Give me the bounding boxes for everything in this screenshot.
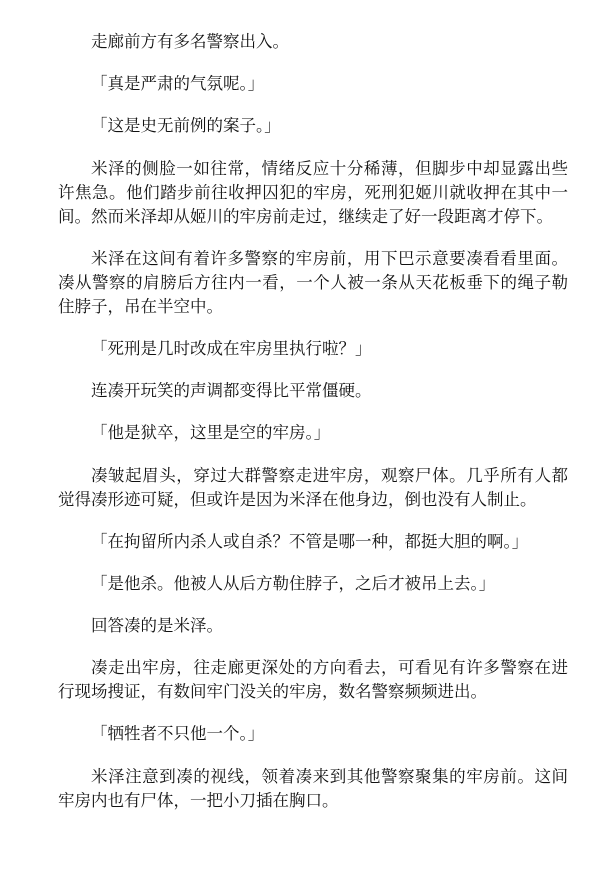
paragraph: 米泽注意到凑的视线，领着凑来到其他警察聚集的牢房前。这间牢房内也有尸体，一把小刀插在胸口。 bbox=[58, 766, 568, 810]
dialogue-line: 「这是史无前例的案子。」 bbox=[91, 116, 281, 136]
dialogue-line: 「牺牲者不只他一个。」 bbox=[91, 724, 265, 744]
dialogue-line: 「他是狱卒，这里是空的牢房。」 bbox=[91, 423, 331, 443]
paragraph: 连凑开玩笑的声调都变得比平常僵硬。 bbox=[91, 381, 372, 401]
paragraph: 回答凑的是米泽。 bbox=[91, 616, 223, 636]
paragraph: 凑走出牢房，往走廊更深处的方向看去，可看见有许多警察在进行现场搜证，有数间牢门没关的牢房，数名警察频频进出。 bbox=[58, 658, 568, 702]
paragraph: 米泽在这间有着许多警察的牢房前，用下巴示意要凑看看里面。凑从警察的肩膀后方往内一看，一个人被一条从天花板垂下的绳子勒住脖子，吊在半空中。 bbox=[58, 248, 568, 316]
paragraph: 走廊前方有多名警察出入。 bbox=[91, 32, 289, 51]
dialogue-line: 「真是严肃的气氛呢。」 bbox=[91, 74, 265, 94]
dialogue-line: 「死刑是几时改成在牢房里执行啦？」 bbox=[91, 338, 372, 358]
paragraph: 米泽的侧脸一如往常，情绪反应十分稀薄，但脚步中却显露出些许焦急。他们踏步前往收押囚犯的牢房，死刑犯姬川就收押在其中一间。然而米泽却从姬川的牢房前走过，继续走了好一段距离才停下。 bbox=[58, 158, 568, 226]
paragraph: 凑皱起眉头，穿过大群警察走进牢房，观察尸体。几乎所有人都觉得凑形迹可疑，但或许是因为米泽在他身边，倒也没有人制止。 bbox=[58, 465, 568, 509]
dialogue-line: 「在拘留所内杀人或自杀？不管是哪一种，都挺大胆的啊。」 bbox=[91, 531, 529, 551]
dialogue-line: 「是他杀。他被人从后方勒住脖子，之后才被吊上去。」 bbox=[91, 573, 496, 593]
